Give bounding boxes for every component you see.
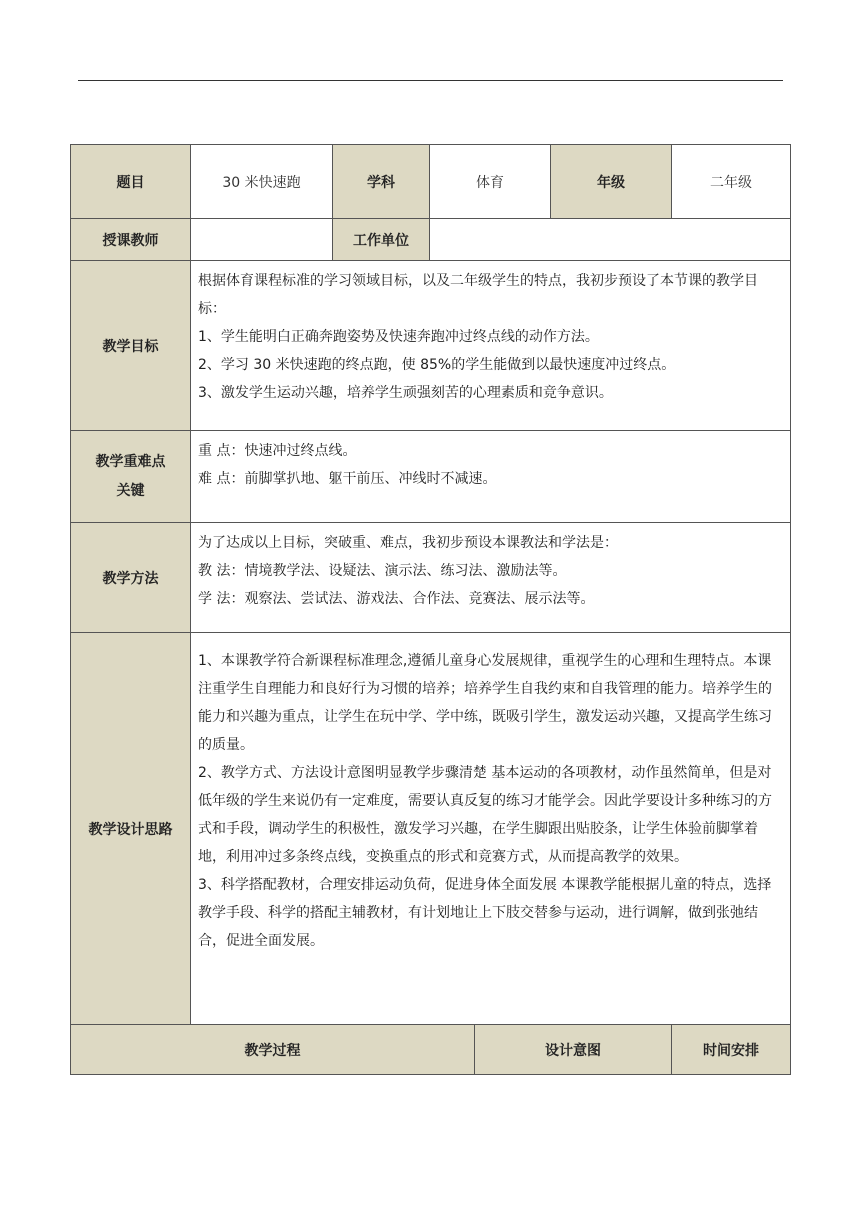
- design-paragraph: 1、本课教学符合新课程标准理念,遵循儿童身心发展规律，重视学生的心理和生理特点。本课注重学生自理能力和良好行为习惯的培养；培养学生自我约束和自我管理的能力。培养学生的能力和兴趣为重点，让学生在玩中学、学中练，既吸引学生，激发运动兴趣，又提高学生练习的质量。: [198, 653, 772, 753]
- grade-label: 年级: [551, 145, 672, 219]
- methods-line: 为了达成以上目标，突破重、难点，我初步预设本课教法和学法是：: [198, 535, 618, 551]
- grade-value: 二年级: [672, 145, 791, 219]
- design-content: [191, 633, 791, 1025]
- header-rule: [78, 80, 783, 81]
- keys-label-line1: 教学重难点: [95, 453, 166, 470]
- subject-label: 学科: [333, 145, 430, 219]
- row-keys: [71, 431, 791, 523]
- lesson-plan-table: [70, 144, 791, 1075]
- design-paragraph: 3、科学搭配教材，合理安排运动负荷，促进身体全面发展 本课教学能根据儿童的特点，选择教学手段、科学的搭配主辅教材，有计划地让上下肢交替参与运动，进行调解，做到张弛结合，促进全面发展。: [198, 877, 772, 949]
- subject-value: 体育: [430, 145, 551, 219]
- unit-value: [430, 219, 791, 261]
- goals-label: 教学目标: [71, 261, 191, 431]
- row-design: [71, 633, 791, 1025]
- goals-line: 根据体育课程标准的学习领域目标，以及二年级学生的特点，我初步预设了本节课的教学目标：: [198, 273, 758, 317]
- time-label: 时间安排: [672, 1025, 791, 1075]
- keys-content: [191, 431, 791, 523]
- methods-line: 学 法：观察法、尝试法、游戏法、合作法、竞赛法、展示法等。: [198, 591, 595, 607]
- teacher-label: 授课教师: [71, 219, 191, 261]
- title-label: 题目: [71, 145, 191, 219]
- row-title: [71, 145, 791, 219]
- methods-content: [191, 523, 791, 633]
- design-label: 教学设计思路: [71, 633, 191, 1025]
- row-goals: [71, 261, 791, 431]
- unit-label: 工作单位: [333, 219, 430, 261]
- keys-line: 难 点：前脚掌扒地、躯干前压、冲线时不减速。: [198, 471, 497, 487]
- goals-line: 2、学习 30 米快速跑的终点跑，使 85%的学生能做到以最快速度冲过终点。: [198, 357, 676, 373]
- methods-line: 教 法：情境教学法、设疑法、演示法、练习法、激励法等。: [198, 563, 567, 579]
- row-footer: [71, 1025, 791, 1075]
- goals-line: 3、激发学生运动兴趣，培养学生顽强刻苦的心理素质和竞争意识。: [198, 385, 613, 401]
- intent-label: 设计意图: [475, 1025, 672, 1075]
- keys-line: 重 点：快速冲过终点线。: [198, 443, 357, 459]
- keys-label: [71, 431, 191, 523]
- teacher-value: [191, 219, 333, 261]
- process-label: 教学过程: [71, 1025, 475, 1075]
- keys-label-line2: 关键: [116, 482, 145, 499]
- methods-label: 教学方法: [71, 523, 191, 633]
- row-teacher: [71, 219, 791, 261]
- design-paragraph: 2、教学方式、方法设计意图明显教学步骤清楚 基本运动的各项教材，动作虽然简单，但是对低年级的学生来说仍有一定难度，需要认真反复的练习才能学会。因此学要设计多种练习的方式和手段，调动学生的积极性，激发学习兴趣，在学生脚跟出贴胶条，让学生体验前脚掌着地，利用冲过多条终点线，变换重点的形式和竞赛方式，从而提高教学的效果。: [198, 765, 772, 865]
- row-methods: [71, 523, 791, 633]
- goals-content: [191, 261, 791, 431]
- title-value: 30 米快速跑: [191, 145, 333, 219]
- goals-line: 1、学生能明白正确奔跑姿势及快速奔跑冲过终点线的动作方法。: [198, 329, 599, 345]
